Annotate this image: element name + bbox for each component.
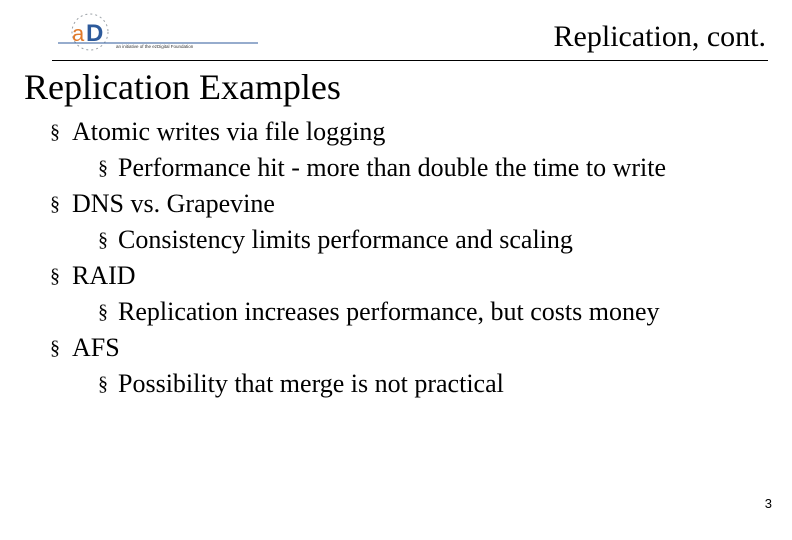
bullet-text: Atomic writes via file logging xyxy=(72,117,386,146)
bullet-marker-icon: § xyxy=(50,121,60,143)
bullet-marker-icon: § xyxy=(98,301,108,323)
logo-mark-a: a xyxy=(72,21,85,46)
header-title: Replication, cont. xyxy=(553,20,766,53)
foundation-logo-icon xyxy=(58,10,258,54)
bullet-marker-icon: § xyxy=(50,337,60,359)
sub-bullet-text: Consistency limits performance and scaling xyxy=(118,225,573,254)
bullet-item xyxy=(50,261,750,291)
page-number: 3 xyxy=(764,496,772,511)
bullet-item xyxy=(50,189,750,219)
bullet-marker-icon: § xyxy=(98,373,108,395)
foundation-logo xyxy=(58,10,258,54)
sub-bullet-item xyxy=(98,369,738,399)
bullet-list xyxy=(50,117,750,405)
bullet-item xyxy=(50,117,750,147)
slide-title: Replication Examples xyxy=(24,67,341,107)
bullet-marker-icon: § xyxy=(98,229,108,251)
bullet-marker-icon: § xyxy=(50,193,60,215)
sub-bullet-item xyxy=(98,153,738,183)
sub-bullet-item xyxy=(98,225,738,255)
bullet-item xyxy=(50,333,750,363)
sub-bullet-text: Performance hit - more than double the time to write xyxy=(118,153,666,182)
sub-bullet-item xyxy=(98,297,738,327)
logo-tagline: an initiative of the ezDigital Foundation xyxy=(116,44,194,49)
bullet-text: AFS xyxy=(72,333,120,362)
bullet-text: DNS vs. Grapevine xyxy=(72,189,275,218)
logo-mark-d: D xyxy=(86,20,104,47)
sub-bullet-text: Possibility that merge is not practical xyxy=(118,369,504,398)
bullet-marker-icon: § xyxy=(50,265,60,287)
bullet-text: RAID xyxy=(72,261,136,290)
sub-bullet-text: Replication increases performance, but costs money xyxy=(118,297,660,326)
header-divider xyxy=(52,60,768,61)
bullet-marker-icon: § xyxy=(98,157,108,179)
